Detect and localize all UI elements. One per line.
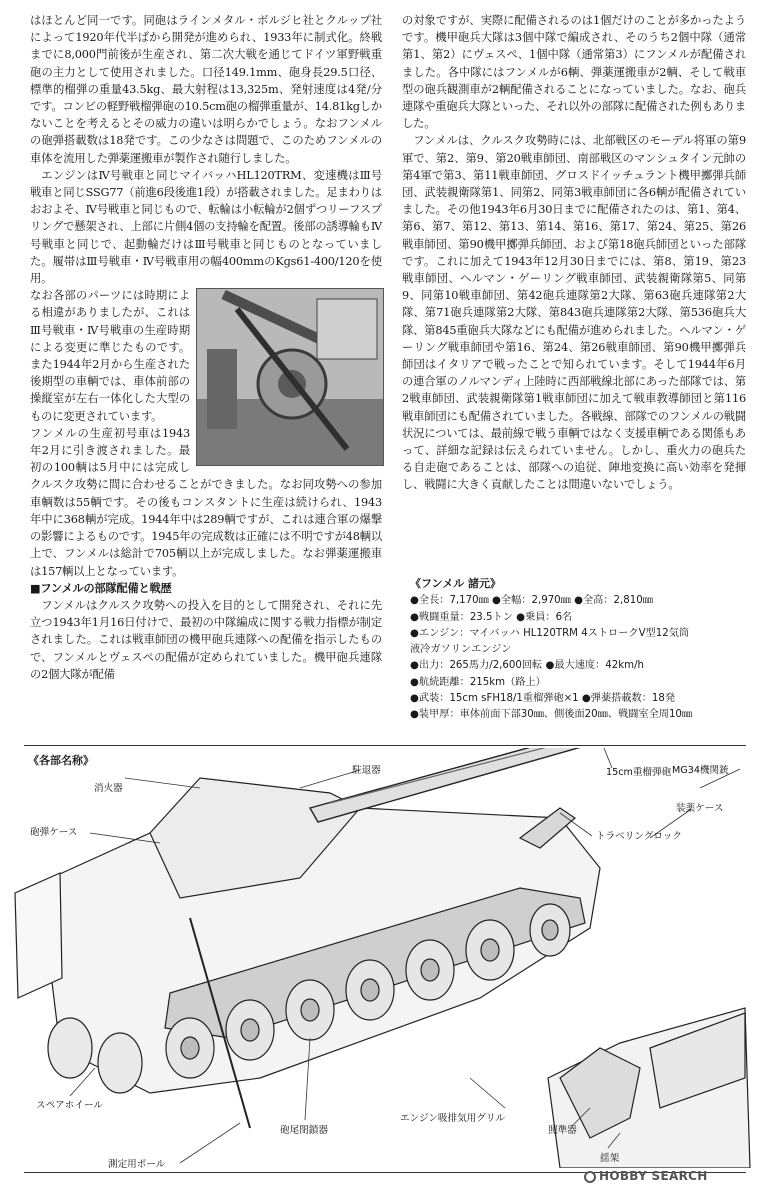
right-text-column [402,12,746,494]
section-heading-deployment: ■フンメルの部隊配備と戦歴 [30,581,172,595]
spec-row: ●エンジン：マイバッハ HL120TRM 4ストロークV型12気筒 [410,627,690,639]
label-measuring-pole: 測定用ポール [108,1159,166,1170]
vehicle-diagram [0,748,765,1168]
diagram-title: 《各部名称》 [28,754,94,767]
label-cradle: 揺架 [600,1153,620,1164]
paragraph-battalion-organization: の対象ですが、実際に配備されるのは1個だけのことが多かったようです。機甲砲兵大隊は3個中隊で編成され、そのうち2個中隊（通常第1、第2）にヴェスペ、1個中隊（通常第3）にフンメルが配備されました。各中隊にはフンメルが6輌、弾薬運搬車が2輌、そして戦車型の砲兵観測車が2輌配備されることになっていました。なお、砲兵連隊や重砲兵大隊といった、それ以外の部隊に配備された例もありました。 [402,14,747,131]
label-breech: 砲尾閉鎖器 [280,1125,328,1136]
label-fire-extinguisher: 消火器 [94,783,123,794]
spec-row: ●全長：7,170㎜ ●全幅：2,970㎜ ●全高：2,810㎜ [410,595,653,607]
label-intake-grill: エンジン吸排気用グリル [400,1113,506,1124]
spec-row: ●装甲厚：車体前面下部30㎜、側後面20㎜、戦闘室全周10㎜ [410,709,693,721]
paragraph-gun-specs: はほとんど同一です。同砲はラインメタル・ボルジヒ社とクルップ社によって1920年代半ばから開発が進められ、1933年に制式化。終戦までに8,000門前後が生産され、第二次大戦を通じてドイツ軍野戦重砲の主力として使用されました。口径149.1mm、砲身長29.5口径、標準的榴弾の重量43.5kg、最大射程は13,325m、発射速度は4発/分です。コンビの軽野戦榴弾砲の10.5cm砲の榴弾重量が、14.81kgしかないことを考えるとその威力の違いは明らかでしょう。なおフンメルの砲弾搭載数は18発です。この少なさは問題で、このためフンメルの車体を流用した弾薬運搬車が製作され随行しました。 [30,14,382,165]
spec-row: ●出力：265馬力/2,600回転 ●最大速度：42km/h [410,660,644,672]
paragraph-production: フンメルの生産初号車は1943年2月に引き渡されました。最初の100輌は5月中には完成しクルスク攻勢に間に合わせることができました。なお同攻勢への参加車輌数は55輌です。その後もコンスタントに生産は続けられ、1943年中に368輌が完成。1944年中は289輌ですが、これは連合軍の爆撃の影響によるものです。1945年の完成数は正確には不明ですが48輌以上で、フンメルは総計で705輌以上が完成しました。なお弾薬運搬車は157輌以上となっています。 [30,426,382,578]
label-charge-case: 装薬ケース [676,803,724,814]
label-travel-lock: トラベリングロック [596,831,682,842]
label-spare-wheel: スペアホイール [36,1100,103,1111]
paragraph-engine: エンジンはⅣ号戦車と同じマイバッハHL120TRM、変速機はⅢ号戦車と同じSSG77（前進6段後進1段）が搭載されました。足まわりはおおよそ、Ⅳ号戦車と同じもので、転輪は小転輪が2個ずつリーフスプリングで懸架され、上部に片側4個の支持輪を配置。後部の誘導輪もⅣ号戦車と同じで、起動輪だけはⅢ号戦車と同じものとなっていました。履帯はⅢ号戦車・Ⅳ号戦車用の幅400mmのKgs61-400/120を使用。 [30,168,382,286]
photo-gun-detail [196,288,384,466]
spec-row: ●航続距離：215km（路上） [410,676,546,688]
spec-title: 《フンメル 諸元》 [410,577,502,590]
spec-row: 液冷ガソリンエンジン [410,644,512,656]
spec-row: ●戦闘重量：23.5トン ●乗員：6名 [410,611,573,623]
label-recoil-mechanism: 駐退器 [352,765,381,776]
label-mg34: MG34機関銃 [672,765,729,776]
vehicle-drawing [0,748,765,1168]
spec-box [410,576,746,724]
left-text-column [30,12,382,683]
label-gun: 15cm重榴弾砲 [606,767,672,778]
paragraph-deployment-start: フンメルはクルスク攻勢への投入を目的として開発され、それに先立つ1943年1月16日付けで、最初の中隊編成に関する戦力指標が制定されました。これは戦車師団の機甲砲兵連隊への配備を指示したもので、フンメルとヴェスペの配備が定められていました。機甲砲兵連隊の2個大隊が配備 [30,598,382,681]
label-sight: 照準器 [548,1125,577,1136]
photo-image [197,289,383,465]
paragraph-unit-history: フンメルは、クルスク攻勢時には、北部戦区のモーデル将軍の第9軍で、第2、第9、第20戦車師団、南部戦区のマンシュタイン元帥の第4軍で第3、第11戦車師団、グロスドイッチュラント機甲擲弾兵師団、武装親衛隊第1、同第2、同第3戦車師団に各6輌が配備されていました。その他1943年6月30日までに配備されたのは、第1、第4、第6、第7、第12、第13、第14、第16、第17、第24、第25、第26戦車師団、第90機甲擲弾兵師団、および第18砲兵師団といった部隊です。これに加えて1943年12月30日までには、第8、第19、第23戦車師団、ヘルマン・ゲーリング戦車師団、武装親衛隊第5、同第9、同第10戦車師団、第42砲兵連隊第2大隊、第63砲兵連隊第2大隊、第71砲兵連隊第2大隊、第843砲兵連隊第2大隊、第536砲兵大隊、第845重砲兵大隊などにも配備が進められました。ヘルマン・ゲーリング戦車師団や第16、第24、第26戦車師団、第90機甲擲弾兵師団はイタリアで戦ったことで知られています。そして1944年6月の連合軍のノルマンディ上陸時に西部戦線北部にあった部隊では、第2戦車師団、武装親衛隊第1戦車師団に加えて戦車教導師団と第116戦車師団にも配備されていました。各戦線、部隊でのフンメルの戦闘状況については、最前線で戦う車輌ではなく支援車輌である関係もあって、詳細な記録は伝えられていません。しかし、重火力の砲兵たる自走砲であることは、部隊への追従、陣地変換に高い効率を発揮し、戦闘に大きく貢献したことは間違いないでしょう。 [402,134,746,492]
watermark: HOBBY SEARCH [584,1169,708,1183]
logo-icon [584,1171,596,1183]
paragraph-parts-variation: なお各部のパーツには時期による相違がありましたが、これはⅢ号戦車・Ⅳ号戦車の生産時期による変更に準じたものです。また1944年2月から生産された後期型の車輌では、車体前部の操縦室が左右一体化した大型のものに変更されています。 [30,289,190,423]
spec-row: ●武装：15cm sFH18/1重榴弾砲×1 ●弾薬搭載数：18発 [410,693,676,705]
label-shell-case: 砲弾ケース [30,827,78,838]
section-divider [24,745,746,746]
